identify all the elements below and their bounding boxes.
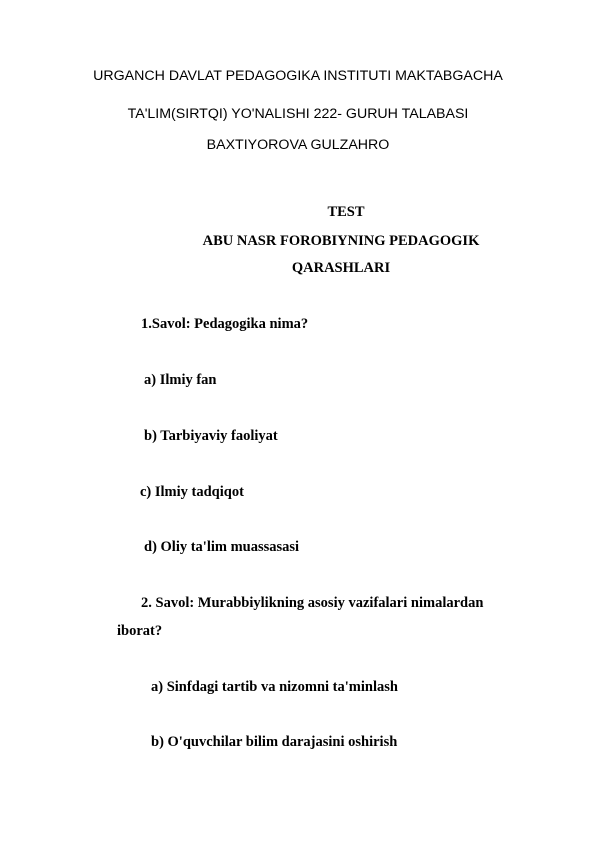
header-line-3: BAXTIYOROVA GULZAHRO	[206, 137, 390, 153]
question-1-option-c: c) Ilmiy tadqiqot	[140, 484, 244, 500]
question-1: 1.Savol: Pedagogika nima?	[141, 316, 309, 332]
test-title-line-2: QARASHLARI	[291, 260, 391, 276]
question-2-option-a: a) Sinfdagi tartib va nizomni ta'minlash	[151, 679, 398, 695]
question-2-line-1: 2. Savol: Murabbiylikning asosiy vazifalari nimalardan	[141, 595, 484, 611]
question-1-option-a: a) Ilmiy fan	[144, 372, 217, 388]
question-2-option-b: b) O'quvchilar bilim darajasini oshirish	[151, 734, 398, 750]
header-line-1: URGANCH DAVLAT PEDAGOGIKA INSTITUTI MAKTABGACHA	[93, 68, 503, 84]
test-label: TEST	[327, 204, 365, 220]
header-line-2: TA'LIM(SIRTQI) YO'NALISHI 222- GURUH TALABASI	[127, 106, 469, 122]
test-title-line-1: ABU NASR FOROBIYNING PEDAGOGIK	[202, 233, 480, 249]
question-1-option-d: d) Oliy ta'lim muassasasi	[144, 539, 300, 555]
question-2-line-2: iborat?	[117, 623, 163, 639]
question-1-option-b: b) Tarbiyaviy faoliyat	[144, 428, 278, 444]
